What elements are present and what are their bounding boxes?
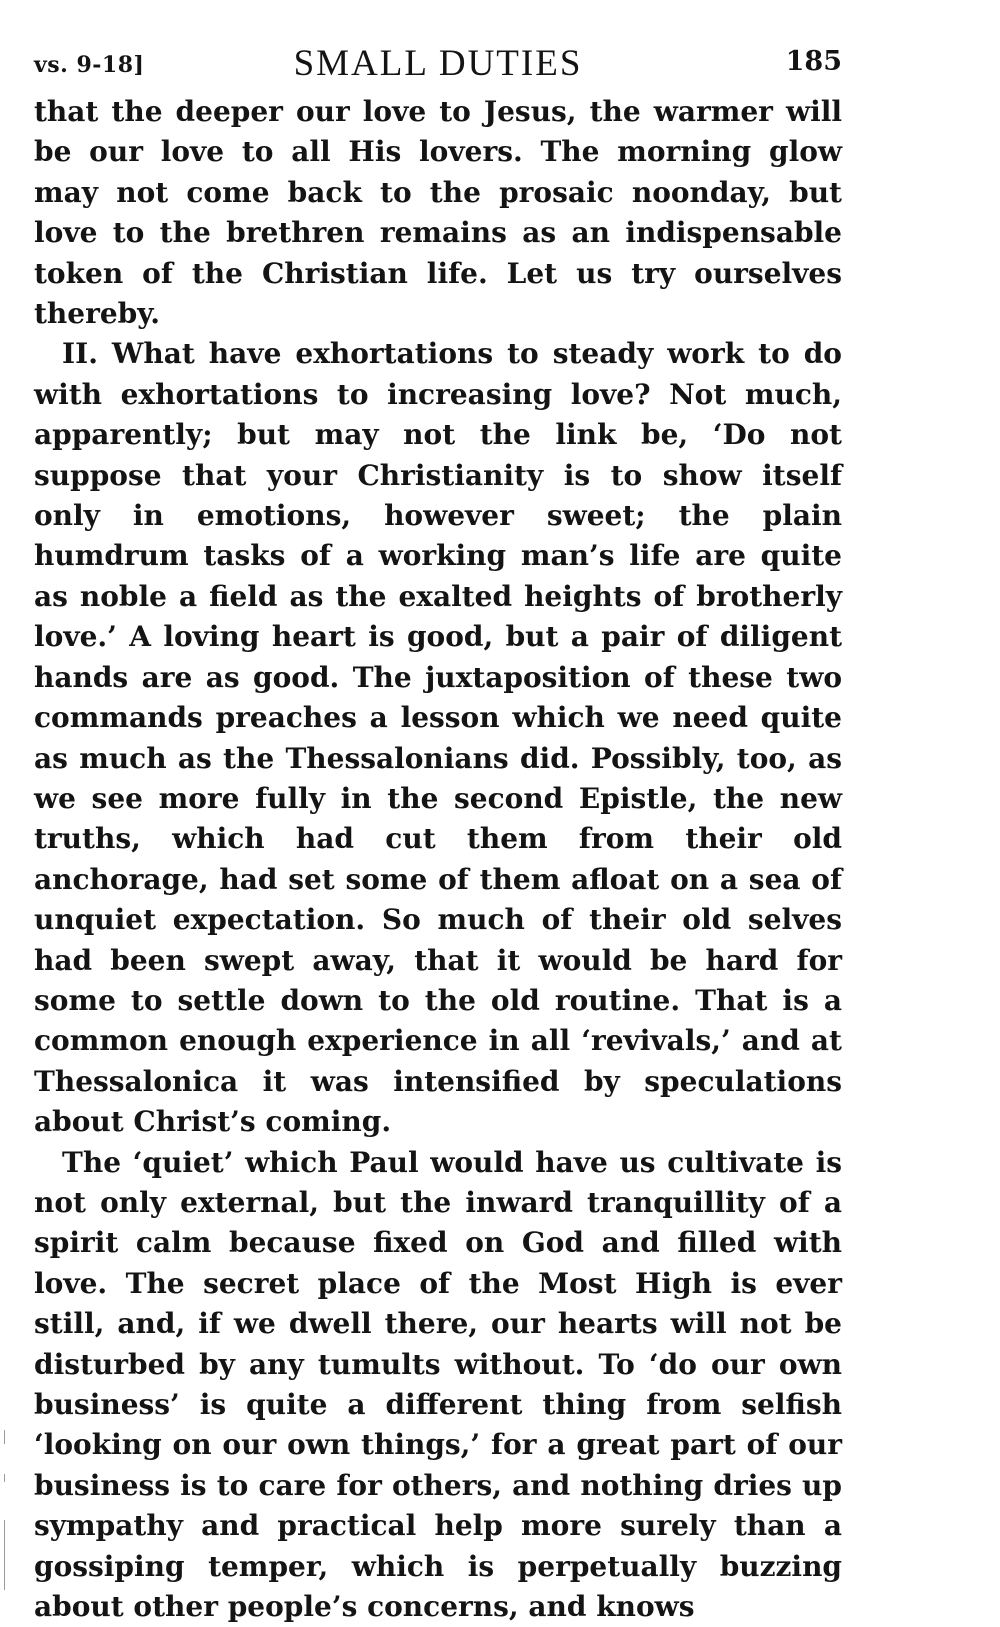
page-edge-mark	[4, 1520, 5, 1590]
verse-reference: vs. 9-18]	[34, 52, 145, 78]
body-text	[34, 92, 842, 1627]
running-head	[34, 40, 842, 92]
paragraph-continued: that the deeper our love to Jesus, the warmer will be our love to all His lovers. The morning glow may not come back to the prosaic noonday, but love to the brethren remains as an indispensable token of the Christian life. Let us try ourselves thereby.	[34, 95, 842, 331]
chapter-title: SMALL DUTIES	[293, 43, 583, 84]
paragraph-section-ii: II. What have exhortations to steady work to do with exhortations to increasing love? Not much, apparently; but may not the link be, ‘Do not suppose that your Christianity is to show itself only in emotions, however sweet; the plain humdrum tasks of a working man’s life are quite as noble a field as the exalted heights of brotherly love.’ A loving heart is good, but a pair of diligent hands are as good. The juxtaposition of these two commands preaches a lesson which we need quite as much as the Thessalonians did. Possibly, too, as we see more fully in the second Epistle, the new truths, which had cut them from their old anchorage, had set some of them afloat on a sea of unquiet expectation. So much of their old selves had been swept away, that it would be hard for some to settle down to the old routine. That is a common enough experience in all ‘revivals,’ and at Thessalonica it was intensified by speculations about Christ’s coming.	[34, 337, 842, 1139]
page-edge-mark	[4, 1474, 5, 1482]
paragraph-quiet: The ‘quiet’ which Paul would have us cultivate is not only external, but the inward tranquillity of a spirit calm because fixed on God and filled with love. The secret place of the Most High is ever still, and, if we dwell there, our hearts will not be disturbed by any tumults without. To ‘do our own business’ is quite a different thing from selfish ‘looking on our own things,’ for a great part of our business is to care for others, and nothing dries up sympathy and practical help more surely than a gossiping temper, which is perpetually buzzing about other people’s concerns, and knows	[34, 1145, 842, 1624]
page-number: 185	[785, 46, 842, 77]
page-edge-mark	[4, 1430, 5, 1444]
book-page	[34, 40, 842, 1627]
